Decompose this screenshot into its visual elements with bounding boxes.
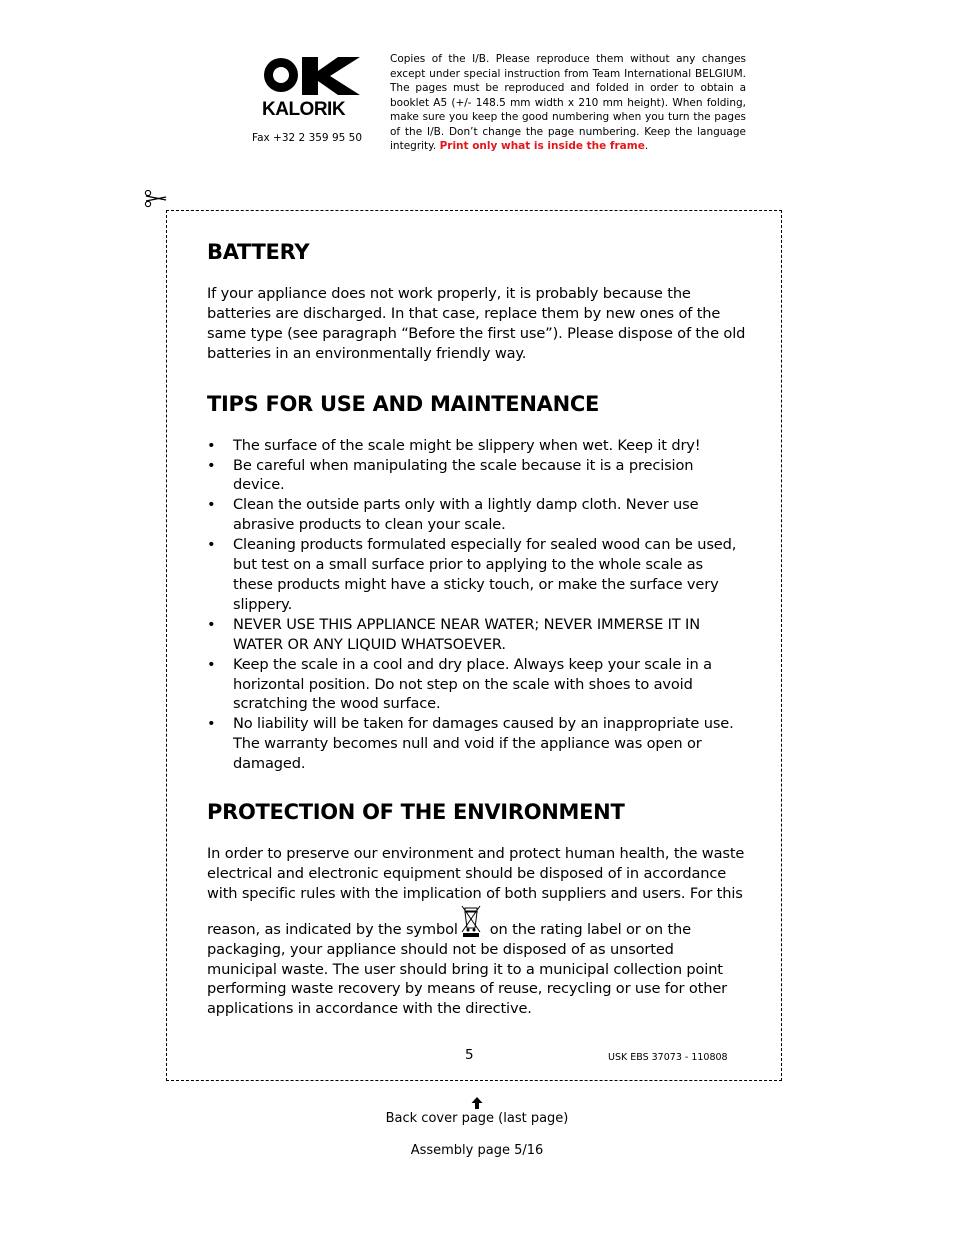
scissors-icon (144, 187, 168, 209)
list-item: • No liability will be taken for damages caused by an inappropriate use. The warranty becomes null and void if the appliance was open or damaged. (207, 714, 747, 774)
copy-instructions-emphasis: Print only what is inside the frame (439, 140, 645, 152)
environment-heading: PROTECTION OF THE ENVIRONMENT (207, 800, 625, 825)
list-item: • NEVER USE THIS APPLIANCE NEAR WATER; NEVER IMMERSE IT IN WATER OR ANY LIQUID WHATSOEVER. (207, 615, 747, 655)
battery-text: If your appliance does not work properly, it is probably because the batteries are discharged. In that case, replace them by new ones of the same type (see paragraph “Before the first use”). Please dispose of the old batteries in an environmentally friendly way. (207, 285, 746, 362)
battery-heading: BATTERY (207, 240, 310, 264)
copy-instructions-text: Copies of the I/B. Please reproduce them without any changes except under special instruction from Team International BELGIUM. The pages must be reproduced and folded in order to obtain a booklet A5 (+/- 148.5 mm width x 210 mm height). When folding, make sure you keep the good numbering when you turn the pages of the I/B. Don’t change the page numbering. Keep the language integrity. (390, 53, 746, 152)
page-content (207, 236, 747, 1019)
list-item: • Be careful when manipulating the scale because it is a precision device. (207, 456, 747, 496)
list-item: • Keep the scale in a cool and dry place. Always keep your scale in a horizontal position. Do not step on the scale with shoes to avoid scratching the wood surface. (207, 655, 747, 715)
environment-text (207, 844, 747, 1019)
copy-instructions (390, 52, 746, 154)
brand-name: KALORIK (262, 99, 346, 120)
back-cover-label: Back cover page (last page) (385, 1111, 569, 1126)
tips-list (207, 436, 747, 774)
page-number: 5 (465, 1047, 474, 1063)
crossed-bin-icon (460, 904, 482, 938)
copy-instructions-end: . (644, 140, 649, 152)
list-item: • The surface of the scale might be slippery when wet. Keep it dry! (207, 436, 747, 456)
assembly-page-label: Assembly page 5/16 (410, 1143, 544, 1158)
list-item: • Clean the outside parts only with a lightly damp cloth. Never use abrasive products to clean your scale. (207, 495, 747, 535)
tips-heading: TIPS FOR USE AND MAINTENANCE (207, 391, 600, 416)
document-reference: USK EBS 37073 - 110808 (608, 1052, 728, 1063)
arrow-up-icon (470, 1096, 484, 1110)
environment-text-part2: on the rating label or on the packaging, your appliance should not be disposed of as unsorted municipal waste. The user should bring it to a municipal collection point performing waste recovery by means of reuse, recycling or use for other applications in accordance with the directive. (207, 920, 728, 1018)
environment-text-part1: In order to preserve our environment and protect human health, the waste electrical and electronic equipment should be disposed of in accordance with specific rules with the implication of both suppliers and users. For this reason, as indicated by the symbol (207, 845, 745, 938)
list-item: • Cleaning products formulated especially for sealed wood can be used, but test on a small surface prior to applying to the whole scale as these products might have a sticky touch, or make the surface very slippery. (207, 535, 747, 615)
fax-number: Fax +32 2 359 95 50 (252, 132, 363, 144)
